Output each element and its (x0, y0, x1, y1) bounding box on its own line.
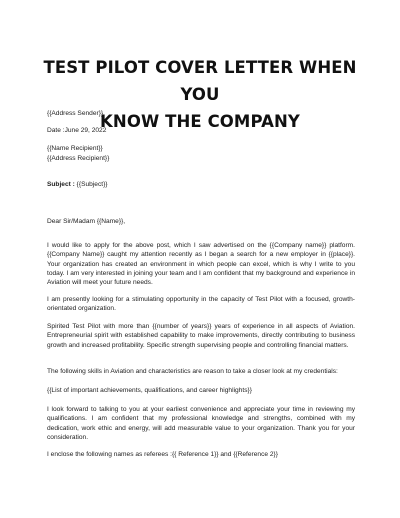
subject-line (47, 180, 355, 189)
paragraph-referees: I enclose the following names as referees :{{ Reference 1}} and {{Reference 2}} (47, 451, 278, 458)
address-recipient: {{Address Recipient}} (47, 155, 110, 162)
title-line-1: TEST PILOT COVER LETTER WHEN YOU (43, 58, 357, 104)
paragraph-experience: Spirited Test Pilot with more than {{number of years}} years of experience in all aspects of Aviation. Entrepreneurial spirit with established capability to make improvements, directly contributing to business growth and increased profitability. Specific strength supervising people and controlling financial matters. (47, 323, 355, 349)
paragraph-achievements: {{List of important achievements, qualifications, and career highlights}} (47, 387, 252, 394)
paragraph-closing: I look forward to talking to you at your earliest convenience and appreciate your time in reviewing my qualifications. I am confident that my professional knowledge and strengths, combined with my dedication, work ethic and energy, will add measurable value to your organization. Thank you for your consideration. (47, 406, 355, 441)
salutation: Dear Sir/Madam {{Name}}, (47, 218, 126, 225)
paragraph-intro: I would like to apply for the above post, which I saw advertised on the {{Company name}} platform. {{Company Name}} caught my attention recently as I began a search for a new employer in {{place}}. Your organization has created an environment in which people can excel, which is why I write to you today. I am very interested in joining your team and I am confident that my background and experience in Aviation will meet your future needs. (47, 242, 355, 287)
name-recipient: {{Name Recipient}} (47, 145, 103, 152)
address-sender: {{Address Sender}} (47, 110, 104, 117)
subject-label: Subject : (47, 181, 75, 188)
paragraph-skills: The following skills in Aviation and characteristics are reason to take a closer look at my credentials: (47, 368, 338, 375)
document-title (30, 54, 370, 135)
paragraph-opportunity: I am presently looking for a stimulating opportunity in the capacity of Test Pilot with a focused, growth-orientated organization. (47, 296, 355, 313)
title-line-2: KNOW THE COMPANY (100, 112, 300, 131)
subject-value: {{Subject}} (74, 181, 108, 188)
date-line: Date :June 29, 2022 (47, 127, 107, 134)
